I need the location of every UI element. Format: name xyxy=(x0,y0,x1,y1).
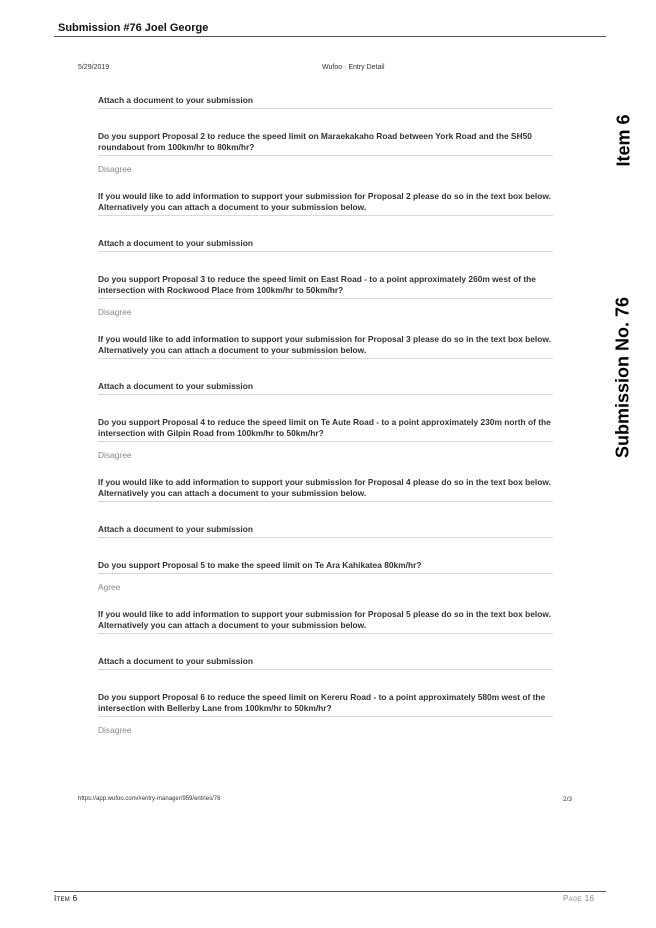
footer-divider xyxy=(54,891,606,892)
print-date: 5/29/2019 xyxy=(78,64,110,71)
side-label-item: Item 6 xyxy=(613,114,634,167)
attach-document-label: Attach a document to your submission xyxy=(98,524,553,538)
print-url: https://app.wufoo.com/#entry-manager/959/entries/76 xyxy=(78,796,221,802)
footer-page-label: Page 16 xyxy=(563,894,595,903)
answer-proposal-3: Disagree xyxy=(98,307,132,317)
info-prompt-proposal-5: If you would like to add information to support your submission for Proposal 5 please do so in the text box below. Alternatively you can attach a document to your submission below. xyxy=(98,609,553,634)
document-header-title: Submission #76 Joel George xyxy=(58,22,209,34)
question-proposal-2: Do you support Proposal 2 to reduce the speed limit on Maraekakaho Road between York Road and the SH50 roundabout from 100km/hr to 80km/hr? xyxy=(98,131,553,156)
question-proposal-6: Do you support Proposal 6 to reduce the speed limit on Kereru Road - to a point approximately 580m west of the intersection with Bellerby Lane from 100km/hr to 50km/hr? xyxy=(98,692,553,717)
info-prompt-proposal-4: If you would like to add information to support your submission for Proposal 4 please do so in the text box below. Alternatively you can attach a document to your submission below. xyxy=(98,477,553,502)
attach-document-label: Attach a document to your submission xyxy=(98,656,553,670)
entry-detail-content xyxy=(98,95,553,736)
print-page-number: 2/3 xyxy=(563,796,573,803)
attach-document-label: Attach a document to your submission xyxy=(98,95,553,109)
info-prompt-proposal-3: If you would like to add information to support your submission for Proposal 3 please do so in the text box below. Alternatively you can attach a document to your submission below. xyxy=(98,334,553,359)
question-proposal-3: Do you support Proposal 3 to reduce the speed limit on East Road - to a point approximately 260m west of the intersection with Rockwood Place from 100km/hr to 50km/hr? xyxy=(98,274,553,299)
question-proposal-5: Do you support Proposal 5 to make the speed limit on Te Ara Kahikatea 80km/hr? xyxy=(98,560,553,574)
answer-proposal-4: Disagree xyxy=(98,450,132,460)
attach-document-label: Attach a document to your submission xyxy=(98,381,553,395)
answer-proposal-6: Disagree xyxy=(98,725,132,735)
attach-document-label: Attach a document to your submission xyxy=(98,238,553,252)
footer-item-label: Item 6 xyxy=(54,894,78,903)
question-proposal-4: Do you support Proposal 4 to reduce the speed limit on Te Aute Road - to a point approximately 230m north of the intersection with Gilpin Road from 100km/hr to 50km/hr? xyxy=(98,417,553,442)
answer-proposal-2: Disagree xyxy=(98,164,132,174)
print-page-title: Wufoo · Entry Detail xyxy=(322,64,385,71)
info-prompt-proposal-2: If you would like to add information to support your submission for Proposal 2 please do so in the text box below. Alternatively you can attach a document to your submission below. xyxy=(98,191,553,216)
side-label-submission: Submission No. 76 xyxy=(612,296,633,459)
answer-proposal-5: Agree xyxy=(98,582,121,592)
header-divider xyxy=(54,36,606,37)
